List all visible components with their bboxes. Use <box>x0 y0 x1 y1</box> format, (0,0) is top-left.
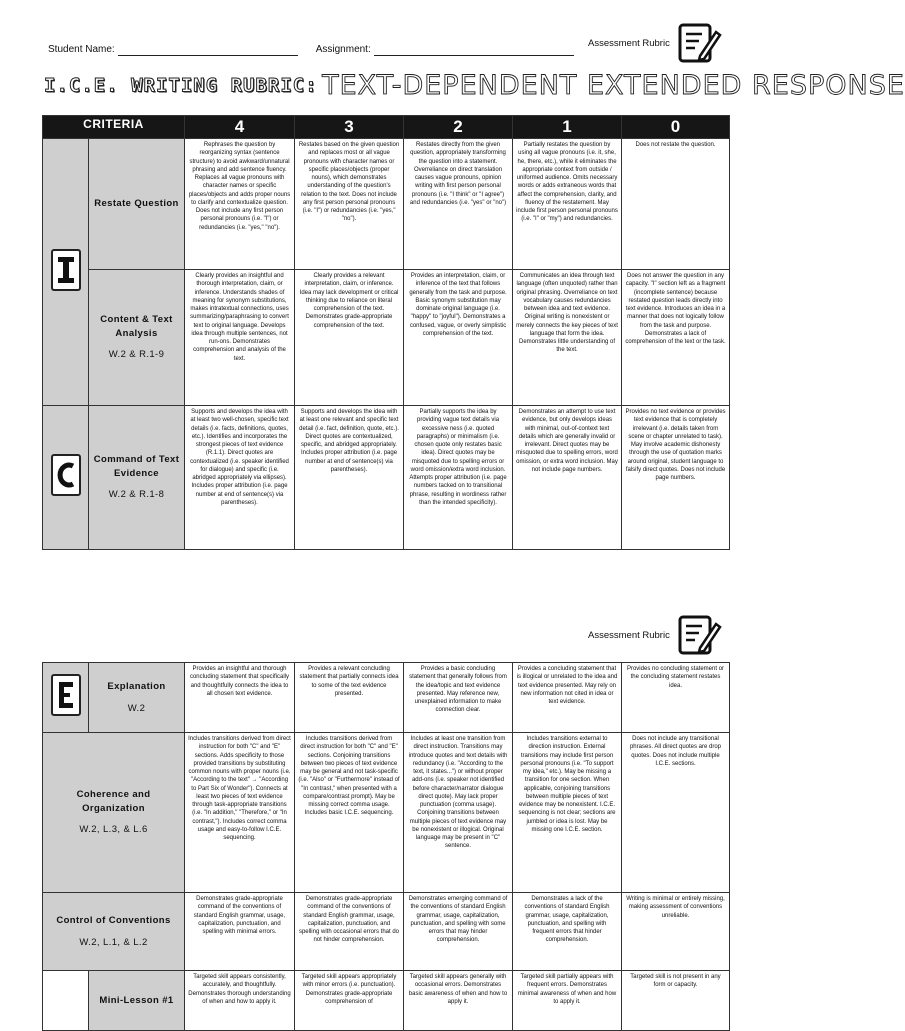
student-info-row <box>48 44 588 56</box>
student-name-label: Student Name: <box>48 44 115 55</box>
rubric-cell: Targeted skill partially appears with frequent errors. Demonstrates minimal awareness of when and how to apply it. <box>513 971 622 1031</box>
rubric-cell: Writing is minimal or entirely missing, making assessment of conventions unreliable. <box>622 893 730 971</box>
rubric-cell: Partially supports the idea by providing vague text details via excessive ness (i.e. quoted paragraphs) or minimalism (i.e. chosen quote only restates basic idea). Direct quotes may be misquoted due to spelling errors or word omission/extra word inclusion. Attempts proper attribution (i.e. page numbers tacked on to transitional phrase, resulting in wordiness rather than the intended specificity). <box>404 406 513 550</box>
rubric-cell: Demonstrates a lack of the conventions of standard English grammar, usage, capitalization, punctuation, and spelling with frequent errors that hinder comprehension. <box>513 893 622 971</box>
rubric-tag-page-2: Assessment Rubric <box>588 630 670 641</box>
rubric-cell: Provides a relevant concluding statement that partially connects idea to some of the text evidence presented. <box>295 663 404 733</box>
rubric-cell: Includes transitions external to direction instruction. External transitions may include first person personal pronouns (i.e. "To support my idea," etc.). May be missing a transition for one section. When applicable, conjoining transitions between multiple pieces of text evidence may be nonexistent. I.C.E. sequencing is not clear; sections are jumbled or idea is lost. May be missing one I.C.E. section. <box>513 733 622 893</box>
rubric-cell: Provides a basic concluding statement that generally follows from the idea/topic and text evidence presented. May reference new, unexplained information to make connection clear. <box>404 663 513 733</box>
title-part-2: TEXT-DEPENDENT EXTENDED RESPONSE <box>322 70 905 101</box>
letter-e-icon <box>51 674 81 716</box>
letter-i-icon <box>51 249 81 291</box>
rubric-cell: Restates based on the given question and replaces most or all vague pronouns with character names or specific places/objects (proper nouns), which demonstrates understanding of the question's relation to the text. Does not include any first person personal pronouns (i.e. "I") or redundancies (i.e. "yes," "no"). <box>295 139 404 270</box>
criteria-name: Content & Text Analysis W.2 & R.1-9 <box>89 270 185 406</box>
score-header-3: 3 <box>295 116 404 139</box>
notepad-pencil-icon <box>678 20 722 64</box>
rubric-cell: Demonstrates grade-appropriate command of the conventions of standard English grammar, usage, capitalization, punctuation, and spelling with minimal errors. <box>185 893 295 971</box>
rubric-cell: Demonstrates grade-appropriate command of the conventions of standard English grammar, usage, capitalization, punctuation, and spelling with occasional errors that do not hinder comprehension. <box>295 893 404 971</box>
criteria-name: Coherence and Organization W.2, L.3, & L.6 <box>43 733 185 893</box>
rubric-cell: Demonstrates emerging command of the conventions of standard English grammar, usage, capitalization, punctuation, and spelling with some errors that may hinder comprehension. <box>404 893 513 971</box>
icon-cell <box>43 663 89 733</box>
score-header-0: 0 <box>622 116 730 139</box>
header-row <box>43 116 730 139</box>
rubric-cell: Does not restate the question. <box>622 139 730 270</box>
criteria-name: Explanation W.2 <box>89 663 185 733</box>
rubric-cell: Includes transitions derived from direct instruction for both "C" and "E" sections. Adds specificity to those provided transitions by substituting common nouns with proper nouns (i.e. "According to the text" → "According to Part Six of Wonder"). Connects at least two pieces of text evidence through task-appropriate transitions (i.e. "In addition," "Therefore," or "In contrast,"). Includes correct comma usage and easy-to-follow I.C.E. sequencing. <box>185 733 295 893</box>
rubric-cell: Provides no text evidence or provides text evidence that is completely irrelevant (i.e. details taken from scene or chapter unrelated to task). May involve academic dishonesty through the use of quotation marks around original, student language to falsify direct quotes. Does not include page numbers. <box>622 406 730 550</box>
criteria-name: Restate Question <box>89 139 185 270</box>
student-name-field[interactable] <box>118 44 298 56</box>
table-row <box>43 893 730 971</box>
score-header-1: 1 <box>513 116 622 139</box>
rubric-cell: Does not answer the question in any capacity. "I" section left as a fragment (incomplete sentence) because restated question leads directly into text evidence. Introduces an idea in a manner that does not logically follow from the task and purpose. Demonstrates a lack of comprehension of the text or the task. <box>622 270 730 406</box>
rubric-cell: Includes transitions derived from direct instruction for both "C" and "E" sections. Conjoining transitions between two pieces of text evidence may be general and not task-specific (i.e. "Also" or "Furthermore" instead of "In contrast," when presented with a compare/contrast prompt). May be missing correct comma usage. Includes basic I.C.E. sequencing. <box>295 733 404 893</box>
standards-code: W.2 <box>127 702 146 714</box>
rubric-cell: Clearly provides an insightful and thorough interpretation, claim, or inference. Understands shades of meaning for synonym substitutions, makes intratextual connections, uses summarizing/paraphrasing to convert text to original language. Develops idea through multiple sentences, not run-ons. Demonstrates comprehension and analysis of the text. <box>185 270 295 406</box>
rubric-cell: Communicates an idea through text language (often unquoted) rather than original phrasing. Overreliance on text vocabulary causes redundancies between idea and text evidence. Original writing is nonexistent or merely connects the key pieces of text language that form the idea. Demonstrates little understanding of the text. <box>513 270 622 406</box>
rubric-cell: Targeted skill is not present in any form or capacity. <box>622 971 730 1031</box>
rubric-cell: Does not include any transitional phrases. All direct quotes are drop quotes. Does not include multiple I.C.E. sections. <box>622 733 730 893</box>
rubric-table-top <box>42 115 730 550</box>
table-row <box>43 270 730 406</box>
notepad-pencil-icon <box>678 612 722 656</box>
standards-code: W.2, L.3, & L.6 <box>79 824 148 836</box>
assignment-field[interactable] <box>374 44 574 56</box>
rubric-cell: Targeted skill appears appropriately with minor errors (i.e. punctuation). Demonstrates grade-appropriate comprehension of <box>295 971 404 1031</box>
rubric-tag: Assessment Rubric <box>588 38 670 49</box>
score-header-2: 2 <box>404 116 513 139</box>
criteria-name: Command of Text Evidence W.2 & R.1-8 <box>89 406 185 550</box>
rubric-cell: Supports and develops the idea with at least two well-chosen, specific text details (i.e. facts, definitions, quotes, etc.). Identifies and incorporates the strongest pieces of text evidence (R.1.1). Direct quotes are contextualized (i.e. speaker identified for dialogue) and specific (i.e. abridged appropriately via ellipses). Includes proper attribution (i.e. page number at end of sentence(s) via parentheses). <box>185 406 295 550</box>
rubric-cell: Supports and develops the idea with at least one relevant and specific text detail (i.e. fact, definition, quote, etc.). Direct quotes are contextualized, specific, and abridged appropriately. Includes proper attribution (i.e. page number at end of sentence(s) via parentheses). <box>295 406 404 550</box>
rubric-cell: Rephrases the question by reorganizing syntax (sentence structure) to avoid awkward/unnatural phrasing and add sentence fluency. Replaces all vague pronouns with character names or specific places/objects and adds proper nouns to clarify and contextualize question. Does not include any first person personal pronouns (i.e. "I") or redundancies (i.e. "yes," "no"). <box>185 139 295 270</box>
table-row <box>43 971 730 1031</box>
criteria-header: CRITERIA <box>43 116 185 139</box>
icon-cell <box>43 139 89 406</box>
table-row <box>43 733 730 893</box>
letter-c-icon <box>51 454 81 496</box>
criteria-name: Mini-Lesson #1 <box>89 971 185 1031</box>
assignment-label: Assignment: <box>315 44 371 55</box>
rubric-cell: Clearly provides a relevant interpretation, claim, or inference. Idea may lack development or critical thinking due to reliance on literal comprehension of the text. Demonstrates grade-appropriate comprehension of the text. <box>295 270 404 406</box>
icon-cell <box>43 406 89 550</box>
score-header-4: 4 <box>185 116 295 139</box>
rubric-cell: Provides an insightful and thorough concluding statement that specifically and thoughtfully connects the idea to all chosen text evidence. <box>185 663 295 733</box>
table-row <box>43 139 730 270</box>
rubric-cell: Demonstrates an attempt to use text evidence, but only develops ideas with minimal, out-of-context text details which are generally invalid or irrelevant. Direct quotes may be misquoted due to spelling errors, word omission, or extra word inclusion. May not include page numbers. <box>513 406 622 550</box>
page-title <box>44 70 905 106</box>
rubric-table-bottom <box>42 662 730 1031</box>
rubric-cell: Targeted skill appears consistently, accurately, and thoughtfully. Demonstrates thorough understanding of when and how to apply it. <box>185 971 295 1031</box>
rubric-cell: Restates directly from the given question, appropriately transforming the question into a statement. Overreliance on direct translation causes vague pronouns, opinion writing with first person personal pronouns (i.e. "I think" or "I agree") and redundancies (i.e. "yes" or "no") <box>404 139 513 270</box>
standards-code: W.2 & R.1-9 <box>108 349 165 361</box>
rubric-cell: Partially restates the question by using all vague pronouns (i.e. it, she, he, there, etc.), while it eliminates the appropriate context from outside / uniformed audience. Omits necessary words or adds extraneous words that affect the comprehension, clarity, and fluency of the restatement. May include first person personal pronouns (i.e. "I" or "my") and redundancies. <box>513 139 622 270</box>
standards-code: W.2, L.1, & L.2 <box>79 936 148 948</box>
rubric-cell: Provides a concluding statement that is illogical or unrelated to the idea and text evidence presented. May rely on new information not cited in idea or text evidence. <box>513 663 622 733</box>
criteria-name: Control of Conventions W.2, L.1, & L.2 <box>43 893 185 971</box>
table-row <box>43 406 730 550</box>
rubric-cell: Provides no concluding statement or the concluding statement restates idea. <box>622 663 730 733</box>
table-row <box>43 663 730 733</box>
title-part-1: I.C.E. WRITING RUBRIC: <box>44 74 318 97</box>
blank-cell <box>43 971 89 1031</box>
rubric-cell: Targeted skill appears generally with occasional errors. Demonstrates basic awareness of when and how to apply it. <box>404 971 513 1031</box>
standards-code: W.2 & R.1-8 <box>108 489 165 501</box>
rubric-cell: Includes at least one transition from direct instruction. Transitions may introduce quotes and text details with redundancy (i.e. "According to the text, it states...") or without proper add-ons (i.e. speaker not identified before character/narrator dialogue direct quote). May lack proper punctuation (comma usage). Conjoining transitions between multiple pieces of text evidence may be nonexistent or illogical. Original language may be present in "C" sentence. <box>404 733 513 893</box>
rubric-cell: Provides an interpretation, claim, or inference of the text that follows generally from the task and purpose. Basic synonym substitution may dominate original language (i.e. "happy" to "joyful"). Demonstrates a confused, vague, or overly simplistic comprehension of the text. <box>404 270 513 406</box>
